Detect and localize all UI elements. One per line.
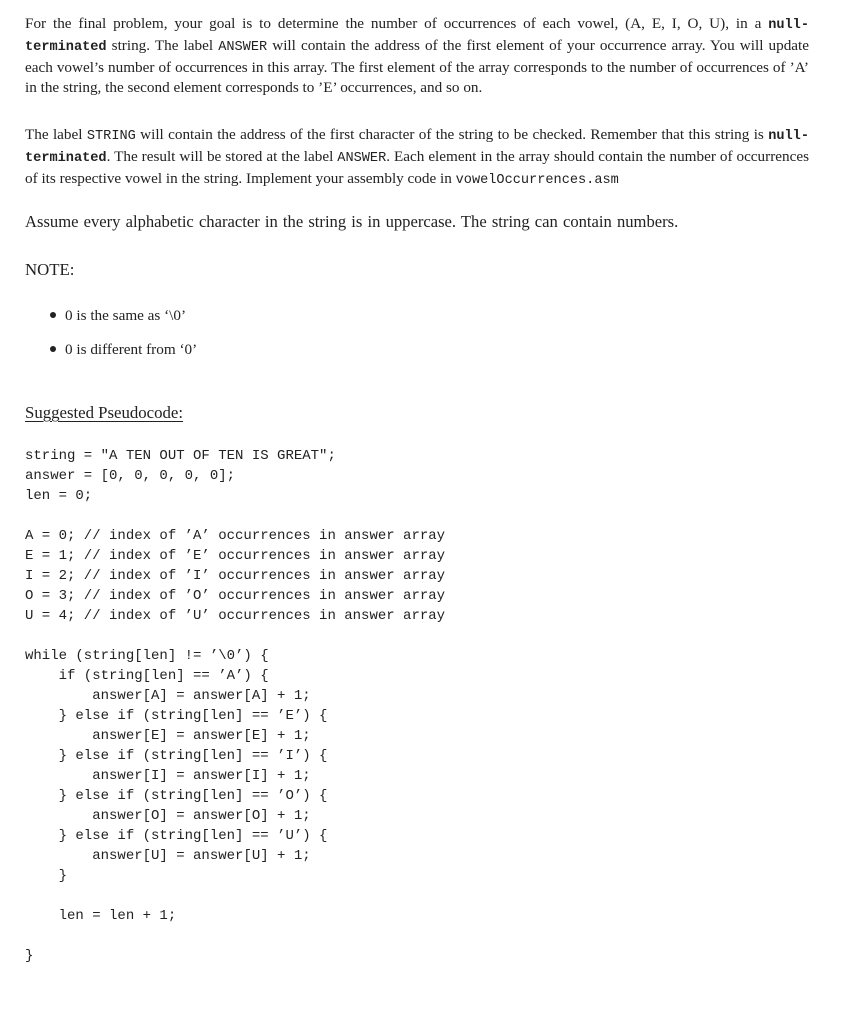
code-answer-label: ANSWER — [218, 40, 268, 55]
note-list — [50, 306, 197, 374]
code-block-loop: while (string[len] != ’\0’) { if (string[len] == ’A’) { answer[A] = answer[A] + 1; } else if (string[len] == ’E’) { answer[E] = answer[E] + 1; } else if (string[len] == ’I’) { answer[I] = answer[I] + 1; } else if (string[len] == ’O’) { answer[O] = answer[O] + 1; } else if (string[len] == ’U’) { answer[U] = answer[U] + 1; } len = len + 1; } — [25, 648, 328, 964]
intro-paragraph: For the final problem, your goal is to determine the number of occurrences of each vowel, (A, E, I, O, U), in a null-terminated string. The label ANSWER will contain the address of the first element of your occurrence array. You will update each vowel’s number of occurrences in this array. The first element of the array corresponds to the number of occurrences of ’A’ in the string, the second element corresponds to ’E’ occurrences, and so on. — [25, 15, 809, 96]
string-label-paragraph: The label STRING will contain the address of the first character of the string to be checked. Remember that this string is null-terminated. The result will be stored at the label ANSWER. Each element in the array should contain the number of occurrences of its respective vowel in the string. Implement your assembly code in vowelOccurrences.asm — [25, 126, 809, 188]
bullet-icon — [50, 346, 56, 352]
code-filename: vowelOccurrences.asm — [455, 173, 619, 188]
list-item: 0 is different from ‘0’ — [50, 340, 197, 374]
code-block-indices: A = 0; // index of ’A’ occurrences in answer array E = 1; // index of ’E’ occurrences in answer array I = 2; // index of ’I’ occurrences in answer array O = 3; // index of ’O’ occurrences in answer array U = 4; // index of ’U’ occurrences in answer array — [25, 528, 446, 624]
uppercase-assumption: Assume every alphabetic character in the string is in uppercase. The string can contain numbers. — [25, 212, 679, 231]
pseudocode-heading: Suggested Pseudocode: — [25, 403, 184, 422]
note-label: NOTE: — [25, 260, 75, 279]
code-null-terminated: null-terminated — [25, 18, 809, 55]
code-string-label: STRING — [86, 129, 136, 144]
bullet-icon — [50, 312, 56, 318]
code-answer-label-2: ANSWER — [337, 151, 387, 166]
code-null-terminated-2: null-terminated — [25, 129, 809, 166]
code-block-init: string = "A TEN OUT OF TEN IS GREAT"; answer = [0, 0, 0, 0, 0]; len = 0; — [25, 448, 336, 504]
list-item: 0 is the same as ‘\0’ — [50, 306, 197, 340]
